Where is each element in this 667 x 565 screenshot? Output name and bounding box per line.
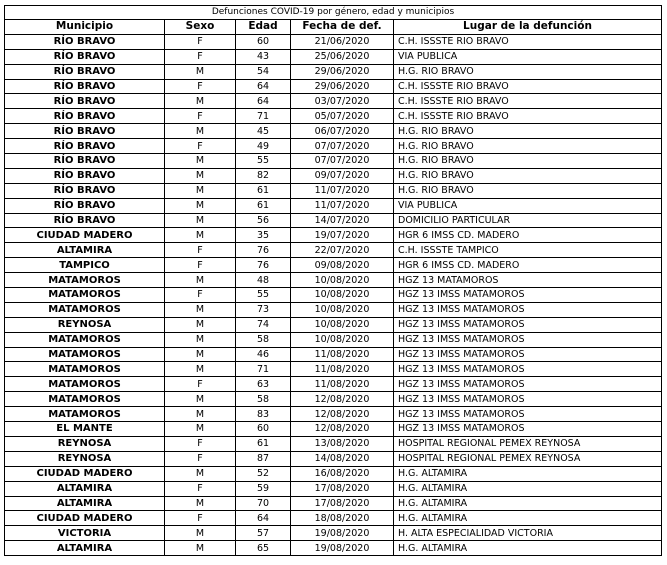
- cell-fecha: 10/08/2020: [291, 273, 394, 288]
- cell-lugar: HOSPITAL REGIONAL PEMEX REYNOSA: [394, 451, 662, 466]
- cell-edad: 60: [236, 422, 291, 437]
- table-row: [5, 436, 662, 451]
- table-row: [5, 168, 662, 183]
- cell-lugar: C.H. ISSSTE TAMPICO: [394, 243, 662, 258]
- cell-municipio: RÍO BRAVO: [5, 198, 165, 213]
- cell-fecha: 18/08/2020: [291, 511, 394, 526]
- cell-fecha: 10/08/2020: [291, 317, 394, 332]
- cell-sexo: F: [165, 258, 236, 273]
- cell-municipio: ALTAMIRA: [5, 481, 165, 496]
- cell-sexo: F: [165, 49, 236, 64]
- deaths-table: [4, 5, 662, 556]
- table-row: [5, 49, 662, 64]
- cell-fecha: 19/08/2020: [291, 526, 394, 541]
- cell-municipio: CIUDAD MADERO: [5, 228, 165, 243]
- table-row: [5, 422, 662, 437]
- table-title: Defunciones COVID-19 por género, edad y municipios: [5, 6, 662, 20]
- table-row: [5, 511, 662, 526]
- cell-edad: 71: [236, 362, 291, 377]
- cell-edad: 58: [236, 332, 291, 347]
- cell-edad: 73: [236, 302, 291, 317]
- cell-fecha: 11/08/2020: [291, 347, 394, 362]
- cell-lugar: HGZ 13 IMSS MATAMOROS: [394, 347, 662, 362]
- cell-sexo: M: [165, 332, 236, 347]
- cell-edad: 65: [236, 541, 291, 556]
- cell-sexo: M: [165, 541, 236, 556]
- table-row: [5, 139, 662, 154]
- cell-municipio: MATAMOROS: [5, 288, 165, 303]
- cell-edad: 57: [236, 526, 291, 541]
- cell-sexo: M: [165, 228, 236, 243]
- header-lugar: Lugar de la defunción: [394, 20, 662, 35]
- cell-lugar: H.G. ALTAMIRA: [394, 466, 662, 481]
- cell-lugar: H.G. RIO BRAVO: [394, 124, 662, 139]
- cell-sexo: F: [165, 436, 236, 451]
- cell-municipio: MATAMOROS: [5, 302, 165, 317]
- cell-edad: 56: [236, 213, 291, 228]
- cell-lugar: HGZ 13 IMSS MATAMOROS: [394, 422, 662, 437]
- cell-fecha: 14/08/2020: [291, 451, 394, 466]
- cell-lugar: VIA PUBLICA: [394, 198, 662, 213]
- cell-fecha: 05/07/2020: [291, 109, 394, 124]
- cell-municipio: MATAMOROS: [5, 347, 165, 362]
- cell-fecha: 07/07/2020: [291, 154, 394, 169]
- table-row: [5, 526, 662, 541]
- cell-edad: 83: [236, 407, 291, 422]
- cell-lugar: HGR 6 IMSS CD. MADERO: [394, 258, 662, 273]
- table-row: [5, 213, 662, 228]
- cell-lugar: HGZ 13 IMSS MATAMOROS: [394, 392, 662, 407]
- cell-municipio: ALTAMIRA: [5, 243, 165, 258]
- cell-fecha: 12/08/2020: [291, 422, 394, 437]
- cell-lugar: H.G. ALTAMIRA: [394, 496, 662, 511]
- cell-edad: 70: [236, 496, 291, 511]
- cell-edad: 76: [236, 258, 291, 273]
- cell-fecha: 29/06/2020: [291, 64, 394, 79]
- cell-edad: 82: [236, 168, 291, 183]
- cell-fecha: 12/08/2020: [291, 407, 394, 422]
- table-row: [5, 317, 662, 332]
- cell-fecha: 14/07/2020: [291, 213, 394, 228]
- table-row: [5, 407, 662, 422]
- table-title-row: [5, 6, 662, 20]
- cell-sexo: M: [165, 183, 236, 198]
- cell-sexo: M: [165, 124, 236, 139]
- cell-sexo: F: [165, 511, 236, 526]
- cell-lugar: C.H. ISSSTE RIO BRAVO: [394, 109, 662, 124]
- table-row: [5, 228, 662, 243]
- cell-fecha: 13/08/2020: [291, 436, 394, 451]
- cell-sexo: F: [165, 139, 236, 154]
- cell-edad: 48: [236, 273, 291, 288]
- cell-lugar: H.G. RIO BRAVO: [394, 154, 662, 169]
- cell-municipio: RÍO BRAVO: [5, 64, 165, 79]
- cell-edad: 49: [236, 139, 291, 154]
- cell-edad: 64: [236, 94, 291, 109]
- table-row: [5, 273, 662, 288]
- cell-fecha: 10/08/2020: [291, 288, 394, 303]
- cell-edad: 61: [236, 198, 291, 213]
- cell-lugar: H.G. ALTAMIRA: [394, 541, 662, 556]
- cell-municipio: RÍO BRAVO: [5, 183, 165, 198]
- cell-sexo: F: [165, 451, 236, 466]
- cell-edad: 43: [236, 49, 291, 64]
- cell-sexo: F: [165, 34, 236, 49]
- cell-fecha: 06/07/2020: [291, 124, 394, 139]
- cell-sexo: M: [165, 64, 236, 79]
- cell-municipio: RÍO BRAVO: [5, 154, 165, 169]
- table-row: [5, 124, 662, 139]
- cell-fecha: 10/08/2020: [291, 332, 394, 347]
- cell-edad: 46: [236, 347, 291, 362]
- table-row: [5, 496, 662, 511]
- cell-sexo: F: [165, 79, 236, 94]
- table-row: [5, 288, 662, 303]
- table-row: [5, 377, 662, 392]
- cell-sexo: F: [165, 481, 236, 496]
- cell-fecha: 25/06/2020: [291, 49, 394, 64]
- cell-lugar: HOSPITAL REGIONAL PEMEX REYNOSA: [394, 436, 662, 451]
- cell-lugar: C.H. ISSSTE RIO BRAVO: [394, 79, 662, 94]
- cell-lugar: H.G. RIO BRAVO: [394, 168, 662, 183]
- cell-edad: 87: [236, 451, 291, 466]
- cell-sexo: M: [165, 154, 236, 169]
- cell-fecha: 11/08/2020: [291, 362, 394, 377]
- table-row: [5, 392, 662, 407]
- cell-municipio: REYNOSA: [5, 317, 165, 332]
- cell-sexo: M: [165, 168, 236, 183]
- cell-sexo: M: [165, 496, 236, 511]
- cell-sexo: F: [165, 243, 236, 258]
- cell-municipio: TAMPICO: [5, 258, 165, 273]
- cell-fecha: 16/08/2020: [291, 466, 394, 481]
- cell-lugar: C.H. ISSSTE RIO BRAVO: [394, 94, 662, 109]
- cell-edad: 71: [236, 109, 291, 124]
- cell-fecha: 11/07/2020: [291, 198, 394, 213]
- cell-edad: 64: [236, 511, 291, 526]
- cell-lugar: VIA PUBLICA: [394, 49, 662, 64]
- table-row: [5, 64, 662, 79]
- cell-municipio: ALTAMIRA: [5, 541, 165, 556]
- table-row: [5, 154, 662, 169]
- cell-edad: 63: [236, 377, 291, 392]
- deaths-table-container: [4, 5, 662, 556]
- cell-municipio: REYNOSA: [5, 436, 165, 451]
- cell-edad: 45: [236, 124, 291, 139]
- header-sexo: Sexo: [165, 20, 236, 35]
- cell-municipio: MATAMOROS: [5, 273, 165, 288]
- cell-lugar: HGZ 13 IMSS MATAMOROS: [394, 377, 662, 392]
- cell-municipio: MATAMOROS: [5, 362, 165, 377]
- cell-edad: 54: [236, 64, 291, 79]
- cell-sexo: F: [165, 109, 236, 124]
- table-row: [5, 481, 662, 496]
- cell-municipio: EL MANTE: [5, 422, 165, 437]
- cell-municipio: RÍO BRAVO: [5, 94, 165, 109]
- cell-edad: 35: [236, 228, 291, 243]
- cell-lugar: H.G. RIO BRAVO: [394, 64, 662, 79]
- cell-sexo: M: [165, 347, 236, 362]
- cell-sexo: M: [165, 94, 236, 109]
- cell-edad: 64: [236, 79, 291, 94]
- cell-lugar: HGZ 13 MATAMOROS: [394, 273, 662, 288]
- cell-fecha: 10/08/2020: [291, 302, 394, 317]
- cell-municipio: VICTORIA: [5, 526, 165, 541]
- cell-municipio: CIUDAD MADERO: [5, 511, 165, 526]
- table-row: [5, 34, 662, 49]
- cell-sexo: F: [165, 377, 236, 392]
- cell-sexo: M: [165, 198, 236, 213]
- table-row: [5, 109, 662, 124]
- cell-lugar: HGZ 13 IMSS MATAMOROS: [394, 362, 662, 377]
- cell-sexo: M: [165, 526, 236, 541]
- cell-sexo: M: [165, 466, 236, 481]
- cell-lugar: C.H. ISSSTE RIO BRAVO: [394, 34, 662, 49]
- cell-fecha: 07/07/2020: [291, 139, 394, 154]
- cell-edad: 61: [236, 183, 291, 198]
- table-row: [5, 362, 662, 377]
- cell-lugar: H.G. RIO BRAVO: [394, 183, 662, 198]
- cell-fecha: 19/08/2020: [291, 541, 394, 556]
- cell-municipio: RÍO BRAVO: [5, 34, 165, 49]
- cell-fecha: 03/07/2020: [291, 94, 394, 109]
- cell-municipio: RÍO BRAVO: [5, 213, 165, 228]
- cell-fecha: 11/07/2020: [291, 183, 394, 198]
- cell-edad: 55: [236, 154, 291, 169]
- cell-municipio: MATAMOROS: [5, 377, 165, 392]
- cell-municipio: RÍO BRAVO: [5, 79, 165, 94]
- cell-municipio: CIUDAD MADERO: [5, 466, 165, 481]
- cell-edad: 52: [236, 466, 291, 481]
- cell-municipio: ALTAMIRA: [5, 496, 165, 511]
- table-header-row: [5, 20, 662, 35]
- cell-fecha: 22/07/2020: [291, 243, 394, 258]
- cell-edad: 76: [236, 243, 291, 258]
- cell-lugar: HGZ 13 IMSS MATAMOROS: [394, 407, 662, 422]
- cell-lugar: HGZ 13 IMSS MATAMOROS: [394, 288, 662, 303]
- cell-municipio: RÍO BRAVO: [5, 139, 165, 154]
- table-row: [5, 302, 662, 317]
- cell-sexo: M: [165, 422, 236, 437]
- cell-municipio: RÍO BRAVO: [5, 168, 165, 183]
- cell-edad: 59: [236, 481, 291, 496]
- cell-sexo: M: [165, 302, 236, 317]
- cell-edad: 61: [236, 436, 291, 451]
- cell-municipio: MATAMOROS: [5, 392, 165, 407]
- cell-sexo: M: [165, 317, 236, 332]
- header-municipio: Municipio: [5, 20, 165, 35]
- cell-fecha: 21/06/2020: [291, 34, 394, 49]
- cell-municipio: REYNOSA: [5, 451, 165, 466]
- cell-fecha: 09/07/2020: [291, 168, 394, 183]
- table-row: [5, 466, 662, 481]
- table-row: [5, 258, 662, 273]
- cell-edad: 74: [236, 317, 291, 332]
- cell-sexo: M: [165, 362, 236, 377]
- header-edad: Edad: [236, 20, 291, 35]
- cell-municipio: RÍO BRAVO: [5, 124, 165, 139]
- table-row: [5, 94, 662, 109]
- cell-fecha: 17/08/2020: [291, 496, 394, 511]
- cell-fecha: 29/06/2020: [291, 79, 394, 94]
- cell-municipio: MATAMOROS: [5, 332, 165, 347]
- table-row: [5, 332, 662, 347]
- cell-lugar: H.G. ALTAMIRA: [394, 481, 662, 496]
- table-body: [5, 34, 662, 555]
- cell-fecha: 19/07/2020: [291, 228, 394, 243]
- cell-lugar: H.G. RIO BRAVO: [394, 139, 662, 154]
- cell-lugar: HGZ 13 IMSS MATAMOROS: [394, 302, 662, 317]
- cell-lugar: H.G. ALTAMIRA: [394, 511, 662, 526]
- cell-sexo: F: [165, 288, 236, 303]
- cell-sexo: M: [165, 392, 236, 407]
- table-row: [5, 198, 662, 213]
- header-fecha: Fecha de def.: [291, 20, 394, 35]
- table-row: [5, 541, 662, 556]
- cell-lugar: HGR 6 IMSS CD. MADERO: [394, 228, 662, 243]
- cell-municipio: RÍO BRAVO: [5, 49, 165, 64]
- cell-edad: 60: [236, 34, 291, 49]
- cell-lugar: HGZ 13 IMSS MATAMOROS: [394, 332, 662, 347]
- cell-lugar: H. ALTA ESPECIALIDAD VICTORIA: [394, 526, 662, 541]
- cell-municipio: RÍO BRAVO: [5, 109, 165, 124]
- cell-sexo: M: [165, 213, 236, 228]
- cell-edad: 55: [236, 288, 291, 303]
- table-row: [5, 347, 662, 362]
- table-row: [5, 183, 662, 198]
- cell-municipio: MATAMOROS: [5, 407, 165, 422]
- cell-sexo: M: [165, 407, 236, 422]
- cell-fecha: 09/08/2020: [291, 258, 394, 273]
- table-row: [5, 451, 662, 466]
- table-row: [5, 79, 662, 94]
- table-row: [5, 243, 662, 258]
- cell-lugar: DOMICILIO PARTICULAR: [394, 213, 662, 228]
- cell-sexo: M: [165, 273, 236, 288]
- cell-lugar: HGZ 13 IMSS MATAMOROS: [394, 317, 662, 332]
- cell-edad: 58: [236, 392, 291, 407]
- cell-fecha: 11/08/2020: [291, 377, 394, 392]
- cell-fecha: 12/08/2020: [291, 392, 394, 407]
- cell-fecha: 17/08/2020: [291, 481, 394, 496]
